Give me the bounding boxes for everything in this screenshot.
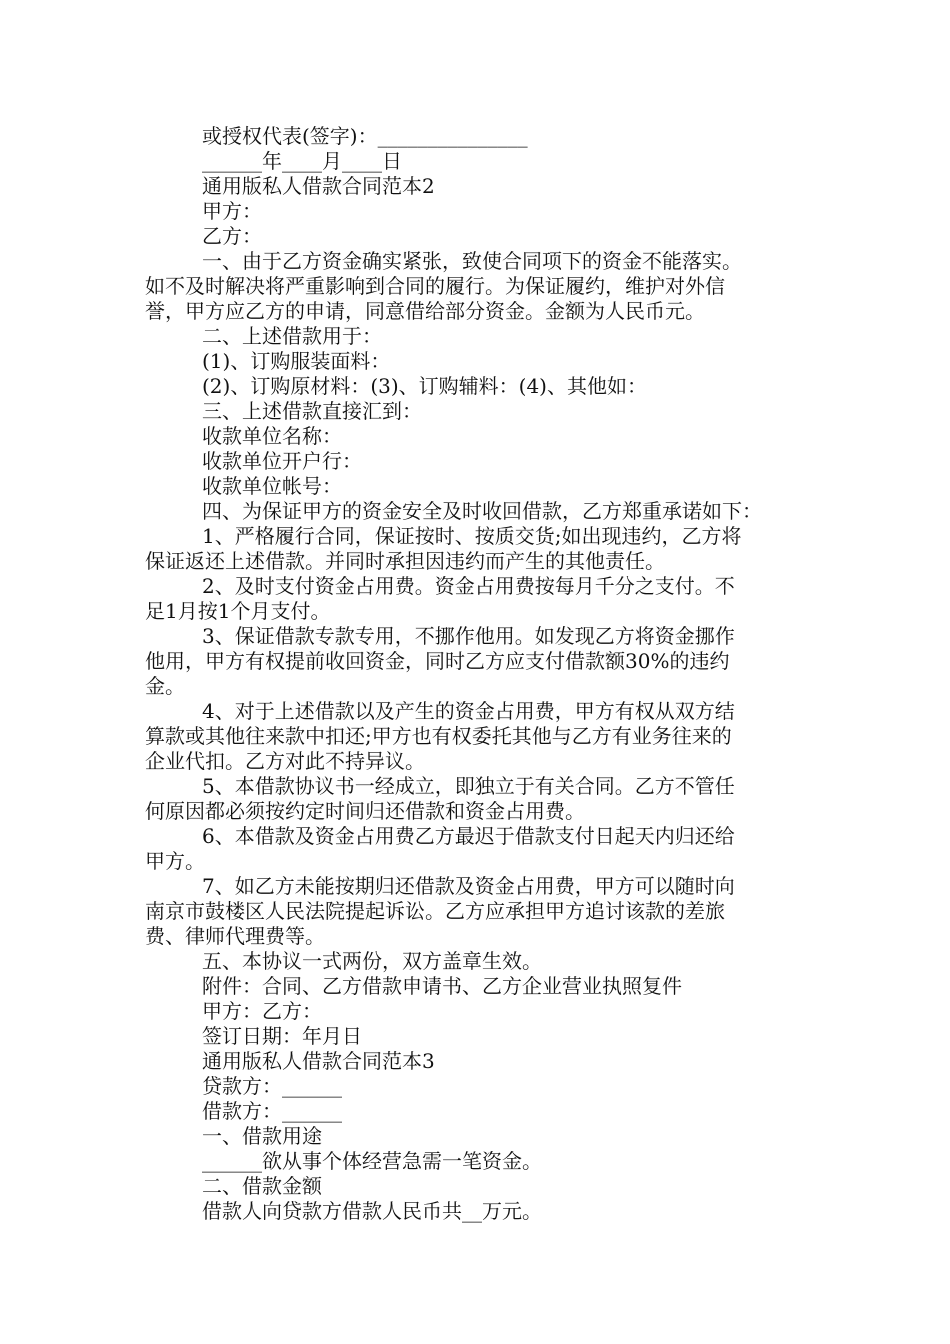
- date-line: ______年____月____日: [202, 149, 402, 173]
- paragraph-line: 金。: [145, 674, 185, 698]
- list-item: (1)、订购服装面料：: [202, 349, 391, 373]
- paragraph-line: 企业代扣。乙方对此不持异议。: [145, 749, 425, 773]
- section-heading: 二、上述借款用于：: [202, 324, 382, 348]
- paragraph-line: 足1月按1个月支付。: [145, 599, 331, 623]
- paragraph-line: 7、如乙方未能按期归还借款及资金占用费，甲方可以随时向: [202, 874, 735, 898]
- paragraph-line: 他用，甲方有权提前收回资金，同时乙方应支付借款额30%的违约: [145, 649, 730, 673]
- section-heading: 一、借款用途: [202, 1124, 322, 1148]
- party-line: 甲方：乙方：: [202, 999, 322, 1023]
- signature-line: 或授权代表(签字)：_______________: [202, 124, 528, 148]
- paragraph-line: 1、严格履行合同，保证按时、按质交货;如出现违约，乙方将: [202, 524, 742, 548]
- field-line: 收款单位名称：: [202, 424, 342, 448]
- paragraph-line: 誉，甲方应乙方的申请，同意借给部分资金。金额为人民币元。: [145, 299, 705, 323]
- party-b-line: 乙方：: [202, 224, 262, 248]
- list-item: (2)、订购原材料：(3)、订购辅料：(4)、其他如：: [202, 374, 647, 398]
- paragraph-line: 费、律师代理费等。: [145, 924, 325, 948]
- section-heading: 二、借款金额: [202, 1174, 322, 1198]
- paragraph-line: ______欲从事个体经营急需一笔资金。: [202, 1149, 542, 1173]
- paragraph-line: 甲方。: [145, 849, 205, 873]
- paragraph-line: 何原因都必须按约定时间归还借款和资金占用费。: [145, 799, 585, 823]
- contract-title-3: 通用版私人借款合同范本3: [202, 1049, 435, 1073]
- paragraph-line: 算款或其他往来款中扣还;甲方也有权委托其他与乙方有业务往来的: [145, 724, 732, 748]
- signing-date-line: 签订日期：年月日: [202, 1024, 362, 1048]
- section-heading: 五、本协议一式两份，双方盖章生效。: [202, 949, 542, 973]
- contract-title-2: 通用版私人借款合同范本2: [202, 174, 435, 198]
- paragraph-line: 4、对于上述借款以及产生的资金占用费，甲方有权从双方结: [202, 699, 735, 723]
- contract-text: [145, 124, 810, 1224]
- attachment-line: 附件：合同、乙方借款申请书、乙方企业营业执照复件: [202, 974, 682, 998]
- section-heading: 三、上述借款直接汇到：: [202, 399, 422, 423]
- paragraph-line: 5、本借款协议书一经成立，即独立于有关合同。乙方不管任: [202, 774, 735, 798]
- field-line: 收款单位开户行：: [202, 449, 362, 473]
- borrower-line: 借款方：______: [202, 1099, 342, 1123]
- section-heading: 四、为保证甲方的资金安全及时收回借款，乙方郑重承诺如下：: [202, 499, 762, 523]
- paragraph-line: 2、及时支付资金占用费。资金占用费按每月千分之支付。不: [202, 574, 735, 598]
- paragraph-line: 南京市鼓楼区人民法院提起诉讼。乙方应承担甲方追讨该款的差旅: [145, 899, 725, 923]
- paragraph-line: 6、本借款及资金占用费乙方最迟于借款支付日起天内归还给: [202, 824, 735, 848]
- lender-line: 贷款方：______: [202, 1074, 342, 1098]
- field-line: 收款单位帐号：: [202, 474, 342, 498]
- paragraph-line: 一、由于乙方资金确实紧张，致使合同项下的资金不能落实。: [202, 249, 742, 273]
- paragraph-line: 借款人向贷款方借款人民币共__万元。: [202, 1199, 542, 1223]
- paragraph-line: 3、保证借款专款专用，不挪作他用。如发现乙方将资金挪作: [202, 624, 735, 648]
- paragraph-line: 如不及时解决将严重影响到合同的履行。为保证履约，维护对外信: [145, 274, 725, 298]
- paragraph-line: 保证返还上述借款。并同时承担因违约而产生的其他责任。: [145, 549, 665, 573]
- party-a-line: 甲方：: [202, 199, 262, 223]
